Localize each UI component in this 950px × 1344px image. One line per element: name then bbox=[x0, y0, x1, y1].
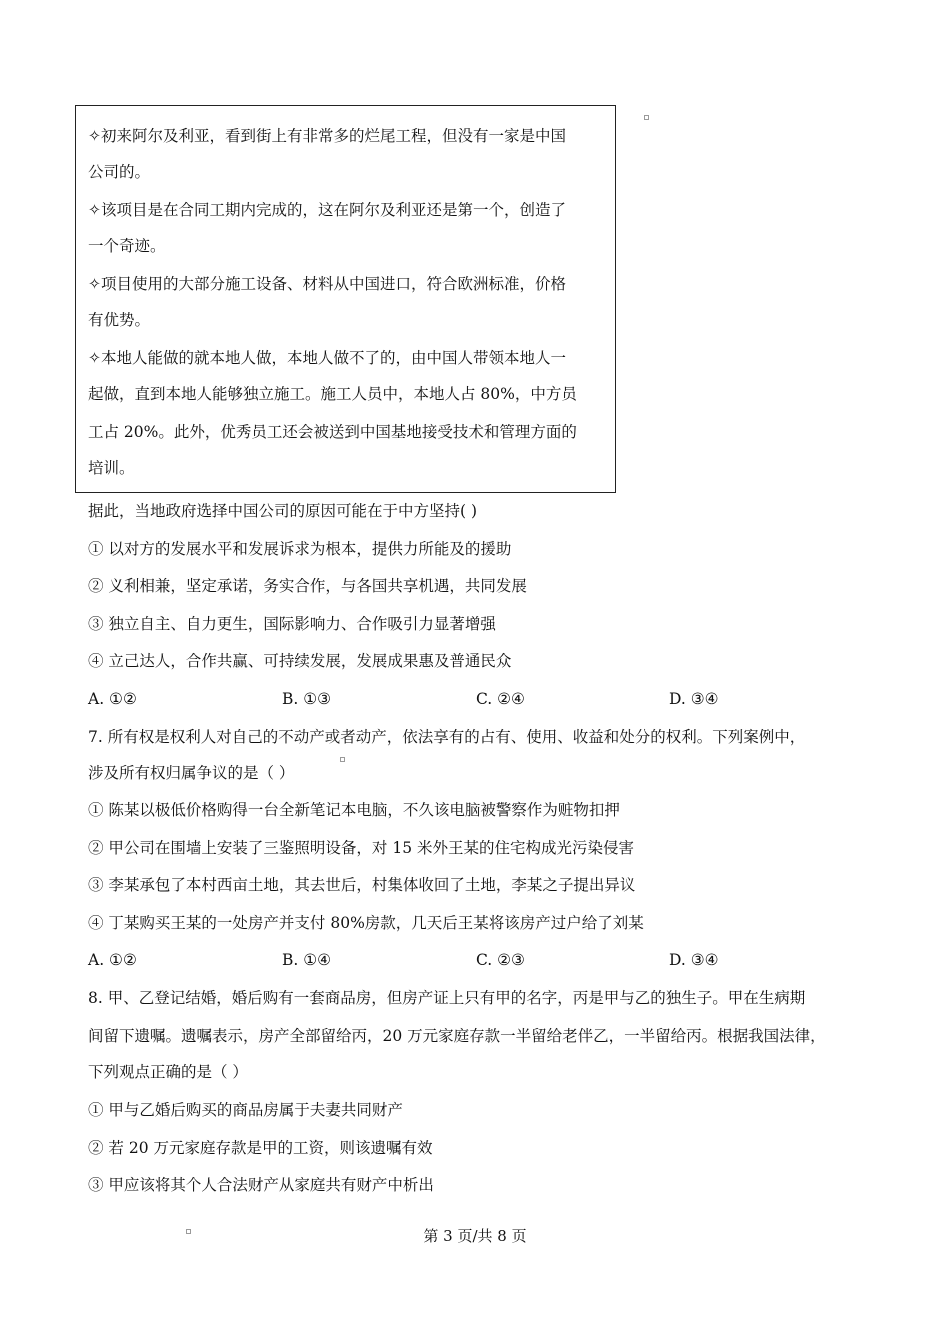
material-line: ✧该项目是在合同工期内完成的，这在阿尔及利亚还是第一个，创造了 bbox=[88, 201, 566, 219]
material-line: 公司的。 bbox=[88, 163, 151, 181]
q7-statement-4: ④ 丁某购买王某的一处房产并支付 80%房款，几天后王某将该房产过户给了刘某 bbox=[88, 914, 644, 932]
q6-statement-1: ① 以对方的发展水平和发展诉求为根本，提供力所能及的援助 bbox=[88, 540, 512, 558]
q8-stem-line-3: 下列观点正确的是（ ） bbox=[88, 1063, 248, 1081]
page-number: 第 3 页/共 8 页 bbox=[423, 1227, 527, 1245]
q8-stem-line-1: 8. 甲、乙登记结婚，婚后购有一套商品房，但房产证上只有甲的名字，丙是甲与乙的独生子。甲在生病期 bbox=[88, 989, 806, 1007]
q6-option-d: D. ③④ bbox=[669, 690, 719, 708]
material-line: 培训。 bbox=[88, 459, 135, 477]
material-line: ✧本地人能做的就本地人做，本地人做不了的，由中国人带领本地人一 bbox=[88, 349, 566, 367]
q6-option-c: C. ②④ bbox=[476, 690, 525, 708]
q7-statement-2: ② 甲公司在围墙上安装了三鉴照明设备，对 15 米外王某的住宅构成光污染侵害 bbox=[88, 839, 635, 857]
q6-stem: 据此，当地政府选择中国公司的原因可能在于中方坚持( ) bbox=[88, 502, 478, 520]
q7-option-c: C. ②③ bbox=[476, 951, 525, 969]
q7-option-b: B. ①④ bbox=[282, 951, 332, 969]
q7-stem-line-1: 7. 所有权是权利人对自己的不动产或者动产，依法享有的占有、使用、收益和处分的权利。下列案例中， bbox=[88, 728, 806, 746]
q7-option-a: A. ①② bbox=[88, 951, 137, 969]
placeholder-mark-icon bbox=[644, 115, 649, 120]
q7-statement-3: ③ 李某承包了本村西亩土地，其去世后，村集体收回了土地，李某之子提出异议 bbox=[88, 876, 636, 894]
material-line: ✧项目使用的大部分施工设备、材料从中国进口，符合欧洲标准，价格 bbox=[88, 275, 566, 293]
q6-statement-3: ③ 独立自主、自力更生，国际影响力、合作吸引力显著增强 bbox=[88, 615, 496, 633]
q7-statement-1: ① 陈某以极低价格购得一台全新笔记本电脑，不久该电脑被警察作为赃物扣押 bbox=[88, 801, 620, 819]
q8-stem-line-2: 间留下遗嘱。遗嘱表示，房产全部留给丙，20 万元家庭存款一半留给老伴乙，一半留给丙。根据我国法律， bbox=[88, 1027, 826, 1045]
q6-statement-4: ④ 立己达人，合作共赢、可持续发展，发展成果惠及普通民众 bbox=[88, 652, 512, 670]
q8-statement-1: ① 甲与乙婚后购买的商品房属于夫妻共同财产 bbox=[88, 1101, 403, 1119]
q6-statement-2: ② 义利相兼，坚定承诺，务实合作，与各国共享机遇，共同发展 bbox=[88, 577, 527, 595]
material-line: 工占 20%。此外，优秀员工还会被送到中国基地接受技术和管理方面的 bbox=[88, 423, 577, 441]
placeholder-mark-icon bbox=[340, 757, 345, 762]
q8-statement-3: ③ 甲应该将其个人合法财产从家庭共有财产中析出 bbox=[88, 1176, 434, 1194]
q6-option-b: B. ①③ bbox=[282, 690, 332, 708]
material-box bbox=[75, 105, 616, 493]
q7-stem-line-2: 涉及所有权归属争议的是（ ） bbox=[88, 764, 295, 782]
q6-option-a: A. ①② bbox=[88, 690, 137, 708]
material-line: ✧初来阿尔及利亚，看到街上有非常多的烂尾工程，但没有一家是中国 bbox=[88, 127, 566, 145]
q7-option-d: D. ③④ bbox=[669, 951, 719, 969]
material-line: 起做，直到本地人能够独立施工。施工人员中，本地人占 80%，中方员 bbox=[88, 385, 577, 403]
material-line: 一个奇迹。 bbox=[88, 237, 166, 255]
q8-statement-2: ② 若 20 万元家庭存款是甲的工资，则该遗嘱有效 bbox=[88, 1139, 433, 1157]
material-line: 有优势。 bbox=[88, 311, 151, 329]
